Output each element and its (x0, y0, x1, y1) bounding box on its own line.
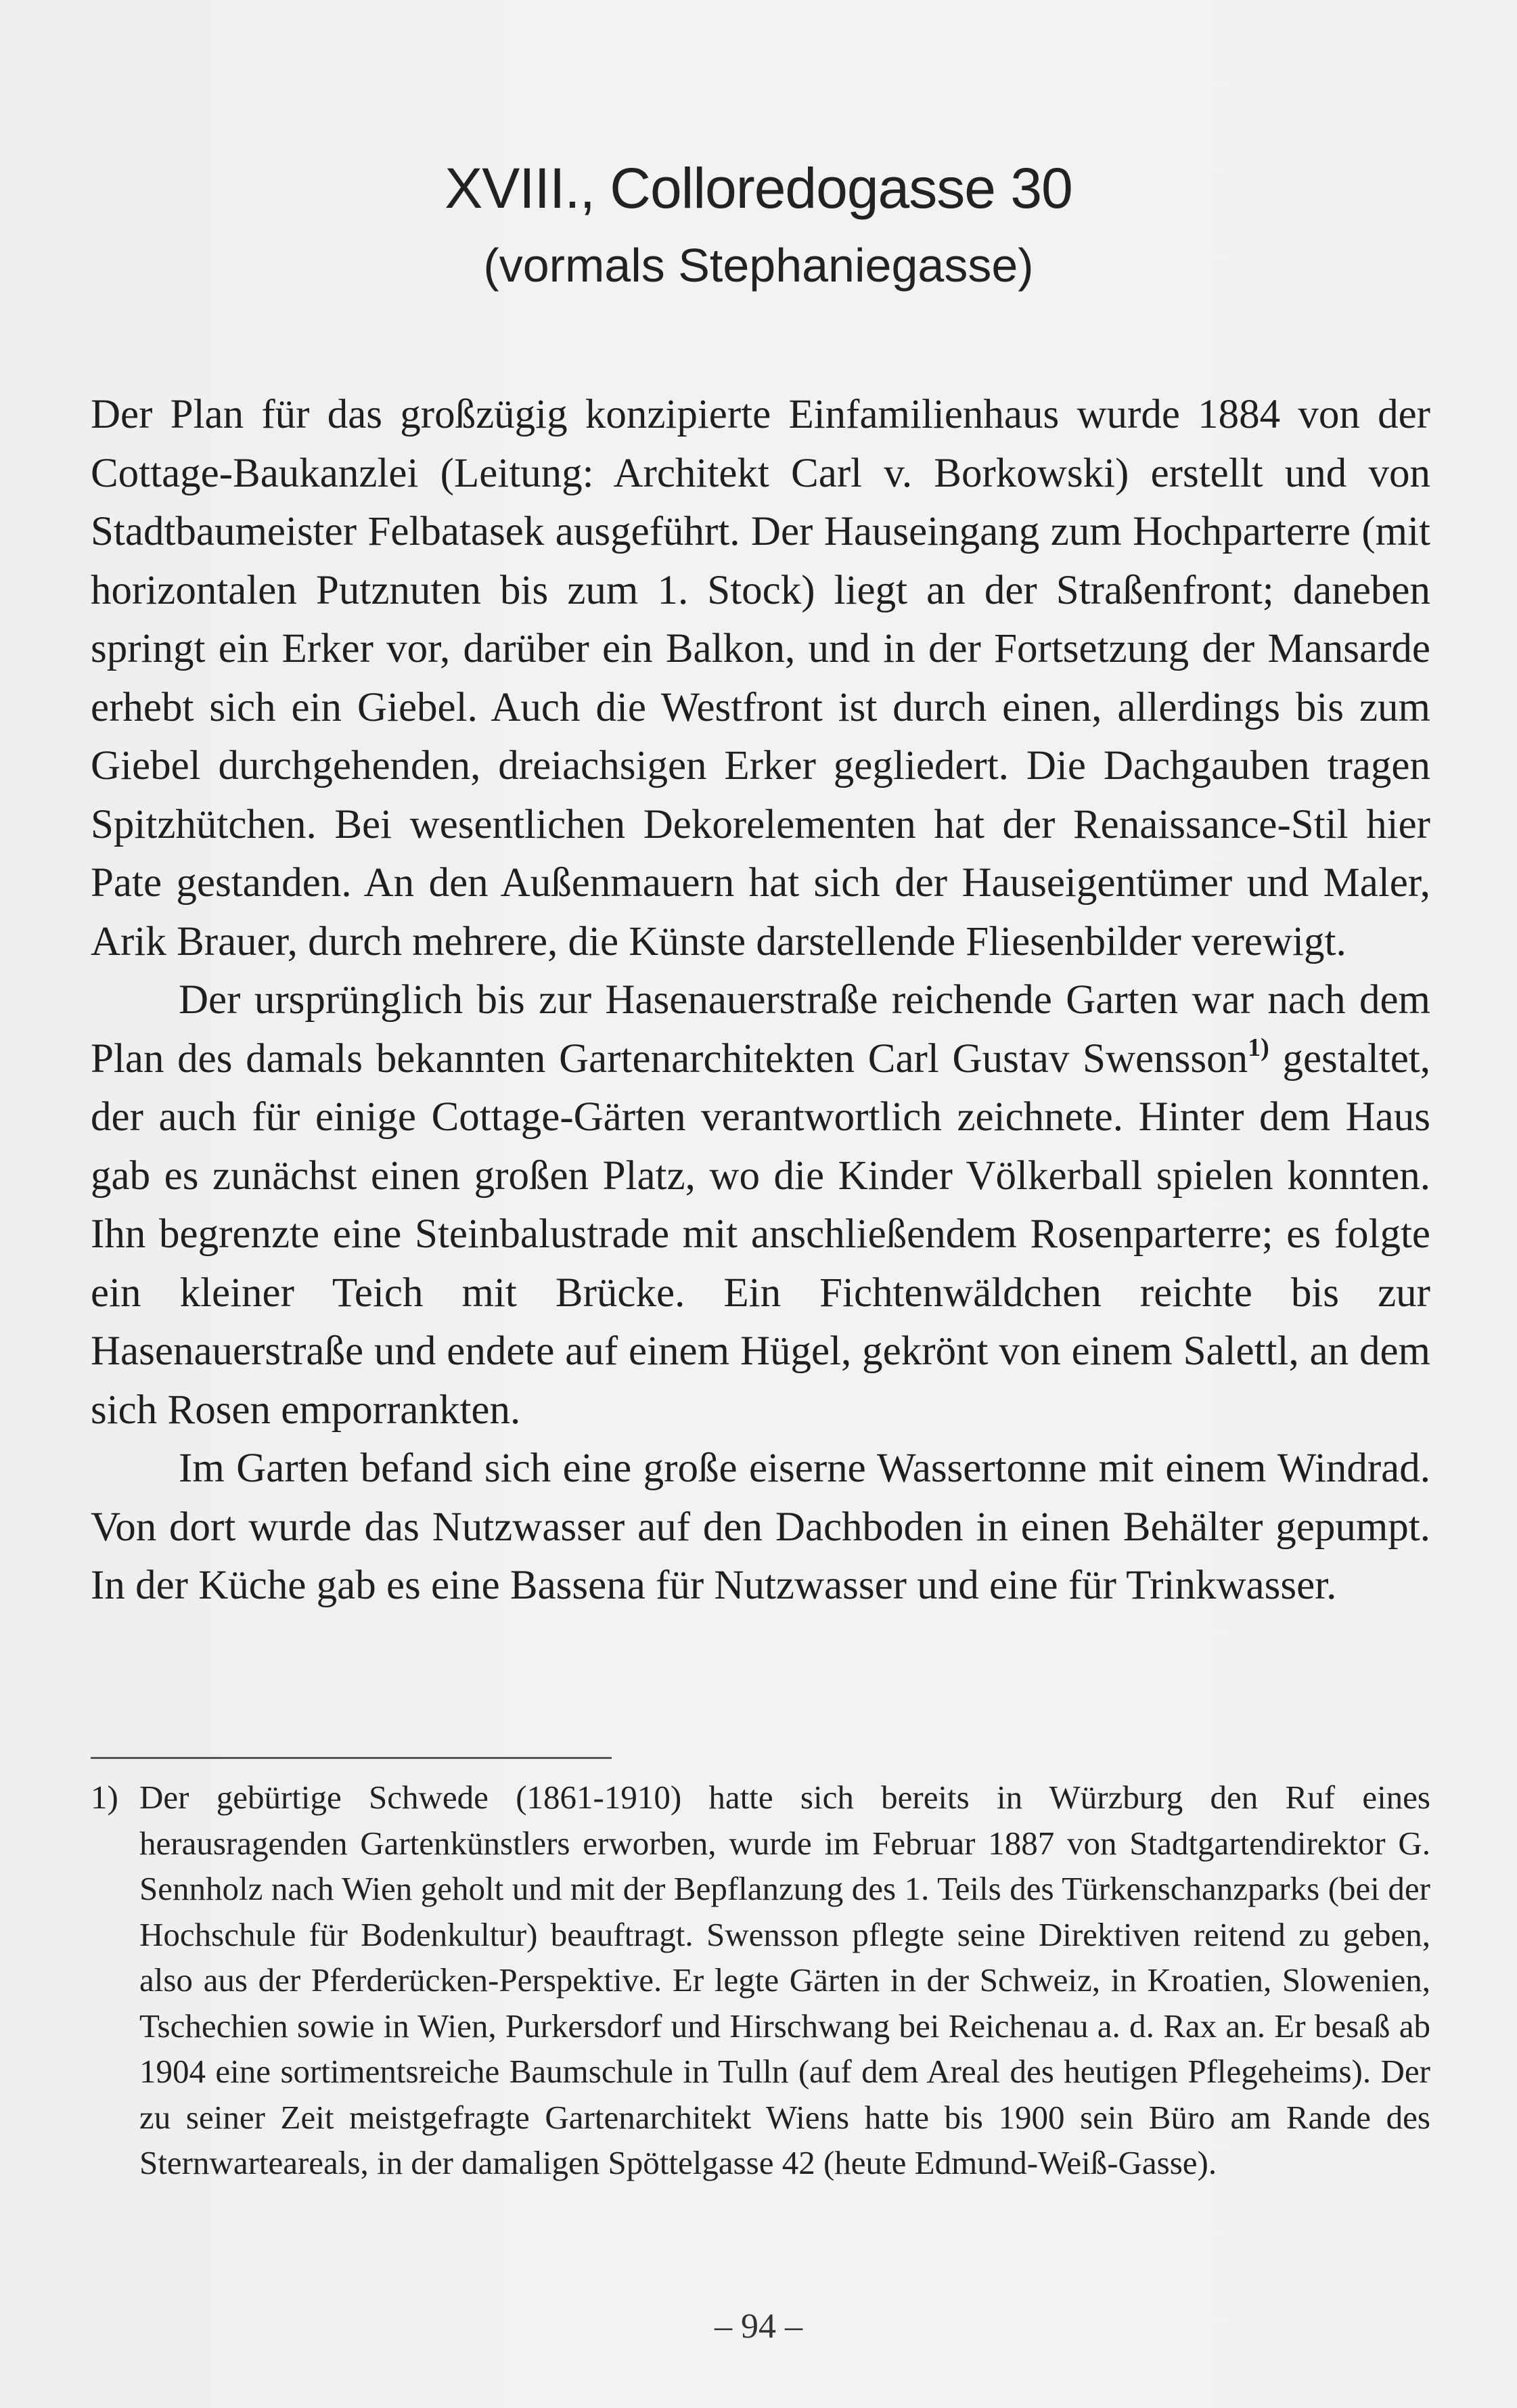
footnote-text: Der gebürtige Schwede (1861-1910) hatte sich bereits in Würzburg den Ruf eines herausragenden Gartenkünstlers erworben, wurde im Februar 1887 von Stadtgartendirektor G. Sennholz nach Wien geholt und mit der Bepflanzung des 1. Teils des Türkenschanzparks (bei der Hochschule für Bodenkultur) beauftragt. Swensson pflegte seine Direktiven reitend zu geben, also aus der Pferderücken-Perspektive. Er legte Gärten in der Schweiz, in Kroatien, Slowenien, Tschechien sowie in Wien, Purkersdorf und Hirschwang bei Reichenau a. d. Rax an. Er besaß ab 1904 eine sortimentsreiche Baumschule in Tulln (auf dem Areal des heutigen Pflegeheims). Der zu seiner Zeit meistgefragte Gartenarchitekt Wiens hatte bis 1900 sein Büro am Rande des Sternwarteareals, in der damaligen Spöttelgasse 42 (heute Edmund-Weiß-Gasse). (139, 1779, 1430, 2181)
footnote-divider (91, 1757, 612, 1759)
paragraph-2 (91, 971, 1430, 1440)
page-title: XVIII., Colloredogasse 30 (445, 156, 1072, 220)
paragraph-2-end: gestaltet, der auch für einige Cottage-Gärten verantwortlich zeichnete. Hinter dem Haus gab es zunächst einen großen Platz, wo die Kinder Völkerball spielen konnten. Ihn begrenzte eine Steinbalustrade mit anschließendem Rosenparterre; es folgte ein kleiner Teich mit Brücke. Ein Fichtenwäldchen reichte bis zur Hasenauerstraße und endete auf einem Hügel, gekrönt von einem Salettl, an dem sich Rosen emporrankten. (91, 1035, 1430, 1433)
footnote-mark: 1) (91, 1779, 118, 1816)
paragraph-2-start: Der ursprünglich bis zur Hasenauerstraße reichende Garten war nach dem Plan des damals bekannten Gartenarchitekten Carl Gustav Swensson (91, 977, 1430, 1082)
footnote-reference: 1) (1248, 1033, 1269, 1062)
page-subtitle: (vormals Stephaniegasse) (483, 239, 1034, 292)
page-number: – 94 – (715, 2307, 802, 2346)
paragraph-3: Im Garten befand sich eine große eiserne Wassertonne mit einem Windrad. Von dort wurde das Nutzwasser auf den Dachboden in einen Behälter gepumpt. In der Küche gab es eine Bassena für Nutzwasser und eine für Trinkwasser. (91, 1446, 1430, 1608)
body-text (91, 386, 1430, 1615)
paragraph-1: Der Plan für das großzügig konzipierte Einfamilienhaus wurde 1884 von der Cottage-Baukanzlei (Leitung: Architekt Carl v. Borkowski) erstellt und von Stadtbaumeister Felbatasek ausgeführt. Der Hauseingang zum Hochparterre (mit horizontalen Putznuten bis zum 1. Stock) liegt an der Straßenfront; daneben springt ein Erker vor, darüber ein Balkon, und in der Fortsetzung der Mansarde erhebt sich ein Giebel. Auch die Westfront ist durch einen, allerdings bis zum Giebel durchgehenden, dreiachsigen Erker gegliedert. Die Dachgauben tragen Spitzhütchen. Bei wesentlichen Dekorelementen hat der Renaissance-Stil hier Pate gestanden. An den Außenmauern hat sich der Hauseigentümer und Maler, Arik Brauer, durch mehrere, die Künste darstellende Fliesenbilder verewigt. (91, 392, 1430, 964)
footnote (91, 1775, 1430, 2186)
